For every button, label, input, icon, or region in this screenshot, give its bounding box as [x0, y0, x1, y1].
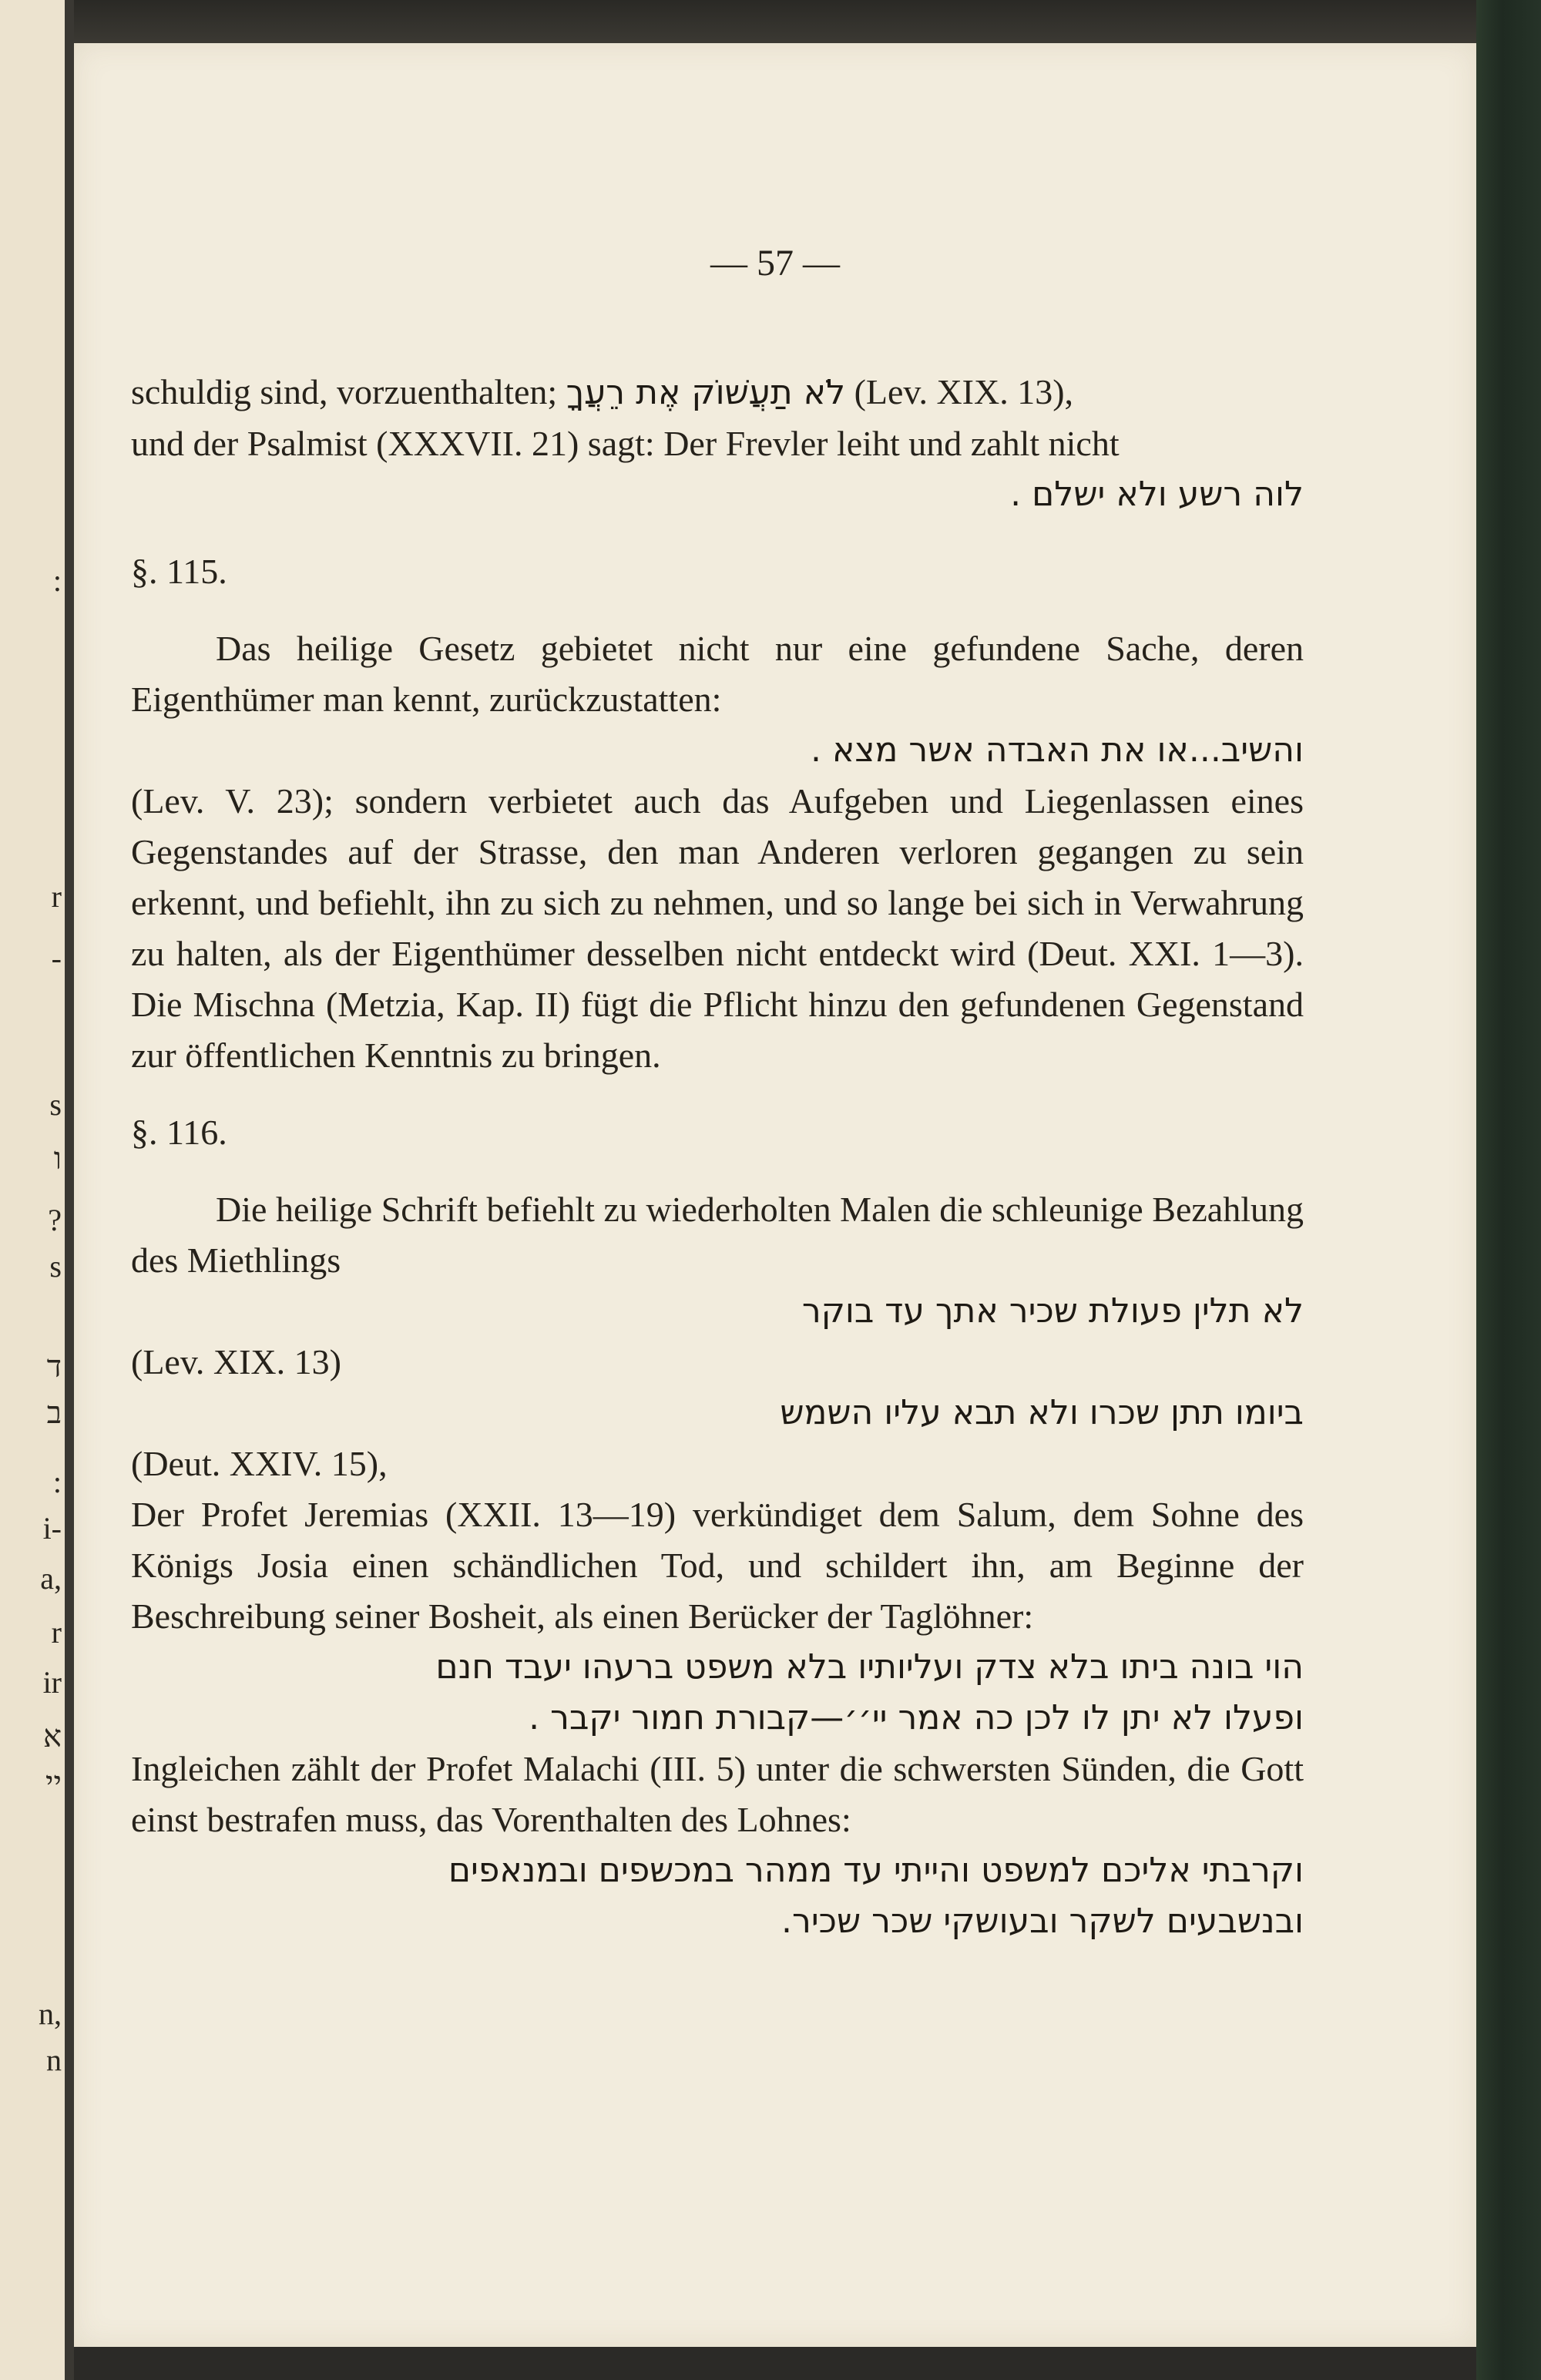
paragraph-2: Das heilige Gesetz gebietet nicht nur eine gefundene Sache, deren Eigenthümer man kennt, zurückzustatten:	[131, 629, 1304, 719]
margin-fragment: i-	[42, 1511, 62, 1546]
margin-fragment: ו	[53, 1141, 62, 1176]
margin-fragment: יי	[45, 1765, 62, 1800]
hebrew-quote: ביומו תתן שכרו ולא תבא עליו השמש	[780, 1393, 1304, 1432]
previous-page-edge	[0, 0, 74, 2380]
margin-fragment: r	[51, 879, 62, 914]
hebrew-quote: ובנשבעים לשקר ובעושקי שכר שכיר.	[781, 1902, 1304, 1941]
margin-fragment: ir	[42, 1665, 62, 1700]
margin-fragment: :	[52, 563, 62, 598]
paragraph-1-line-1	[131, 367, 1304, 418]
paragraph-6: Ingleichen zählt der Profet Malachi (III. 5) unter die schwersten Sünden, die Gott einst bestrafen muss, das Vorenthalten des Lohnes:	[131, 1749, 1304, 1839]
margin-fragment: r	[51, 1615, 62, 1650]
margin-fragment: -	[51, 941, 62, 975]
paragraph-3: (Lev. V. 23); sondern verbietet auch das Aufgeben und Liegenlassen eines Gegenstandes auf der Strasse, den man Anderen verloren gegangen zu sein erkennt, und befiehlt, ihn zu sich zu nehmen, und so lange bei sich in Verwahrung zu halten, als der Eigenthümer desselben nicht entdeckt wird (Deut. XXI. 1—3). Die Mischna (Metzia, Kap. II) fügt die Pflicht hinzu den gefundenen Gegenstand zur öffentlichen Kenntnis zu bringen.	[131, 781, 1304, 1075]
margin-fragment: ?	[48, 1203, 62, 1237]
hebrew-quote: לא תלין פעולת שכיר אתך עד בוקר	[801, 1291, 1304, 1331]
book-cover-right	[1476, 0, 1541, 2380]
section-heading-115: §. 115.	[131, 552, 227, 591]
margin-fragment: a,	[40, 1561, 62, 1596]
margin-fragment: א	[42, 1719, 62, 1754]
margin-fragment: s	[49, 1249, 62, 1284]
page-number: — 57 —	[710, 243, 840, 284]
paragraph-4: Die heilige Schrift befiehlt zu wiederholten Malen die schleunige Bezahlung des Miethlings	[131, 1190, 1304, 1280]
book-page	[74, 43, 1476, 2347]
hebrew-quote: לֹא תַעֲשׁוֹק אֶת רֵעֲךָ	[566, 373, 846, 412]
hebrew-quote: והשיב...או את האבדה אשר מצא .	[811, 730, 1304, 770]
margin-fragment: s	[49, 1087, 62, 1122]
book-cover-top	[74, 0, 1476, 43]
gutter-shadow	[65, 0, 74, 2380]
margin-fragment: ב	[46, 1395, 62, 1430]
hebrew-quote: לוה רשע ולא ישלם .	[1010, 475, 1304, 514]
margin-fragment: :	[52, 1465, 62, 1499]
hebrew-quote: ופעלו לא יתן לו לכן כה אמר יי׳׳—קבורת חמור יקבר .	[529, 1698, 1304, 1737]
paragraph-1-body: und der Psalmist (XXXVII. 21) sagt: Der Frevler leiht und zahlt nicht	[131, 424, 1120, 463]
text-span: schuldig sind, vorzuenthalten;	[131, 372, 558, 411]
paragraph-5: Der Profet Jeremias (XXII. 13—19) verkündiget dem Salum, dem Sohne des Königs Josia einen schändlichen Tod, und schildert ihn, am Beginne der Beschreibung seiner Bosheit, als einen Berücker der Taglöhner:	[131, 1495, 1304, 1636]
scripture-reference: (Deut. XXIV. 15),	[131, 1444, 388, 1483]
margin-fragment: n,	[39, 1996, 62, 2031]
section-heading-116: §. 116.	[131, 1113, 227, 1152]
hebrew-quote: וקרבתי אליכם למשפט והייתי עד ממהר במכשפים ובמנאפים	[448, 1851, 1304, 1890]
scripture-reference: (Lev. XIX. 13)	[131, 1342, 341, 1381]
margin-fragment: ד	[46, 1349, 62, 1384]
margin-fragment: n	[46, 2043, 62, 2077]
page-body	[131, 367, 1304, 1947]
scripture-reference: (Lev. XIX. 13),	[854, 372, 1074, 411]
hebrew-quote: הוי בונה ביתו בלא צדק ועליותיו בלא משפט ברעהו יעבד חנם	[435, 1647, 1304, 1687]
